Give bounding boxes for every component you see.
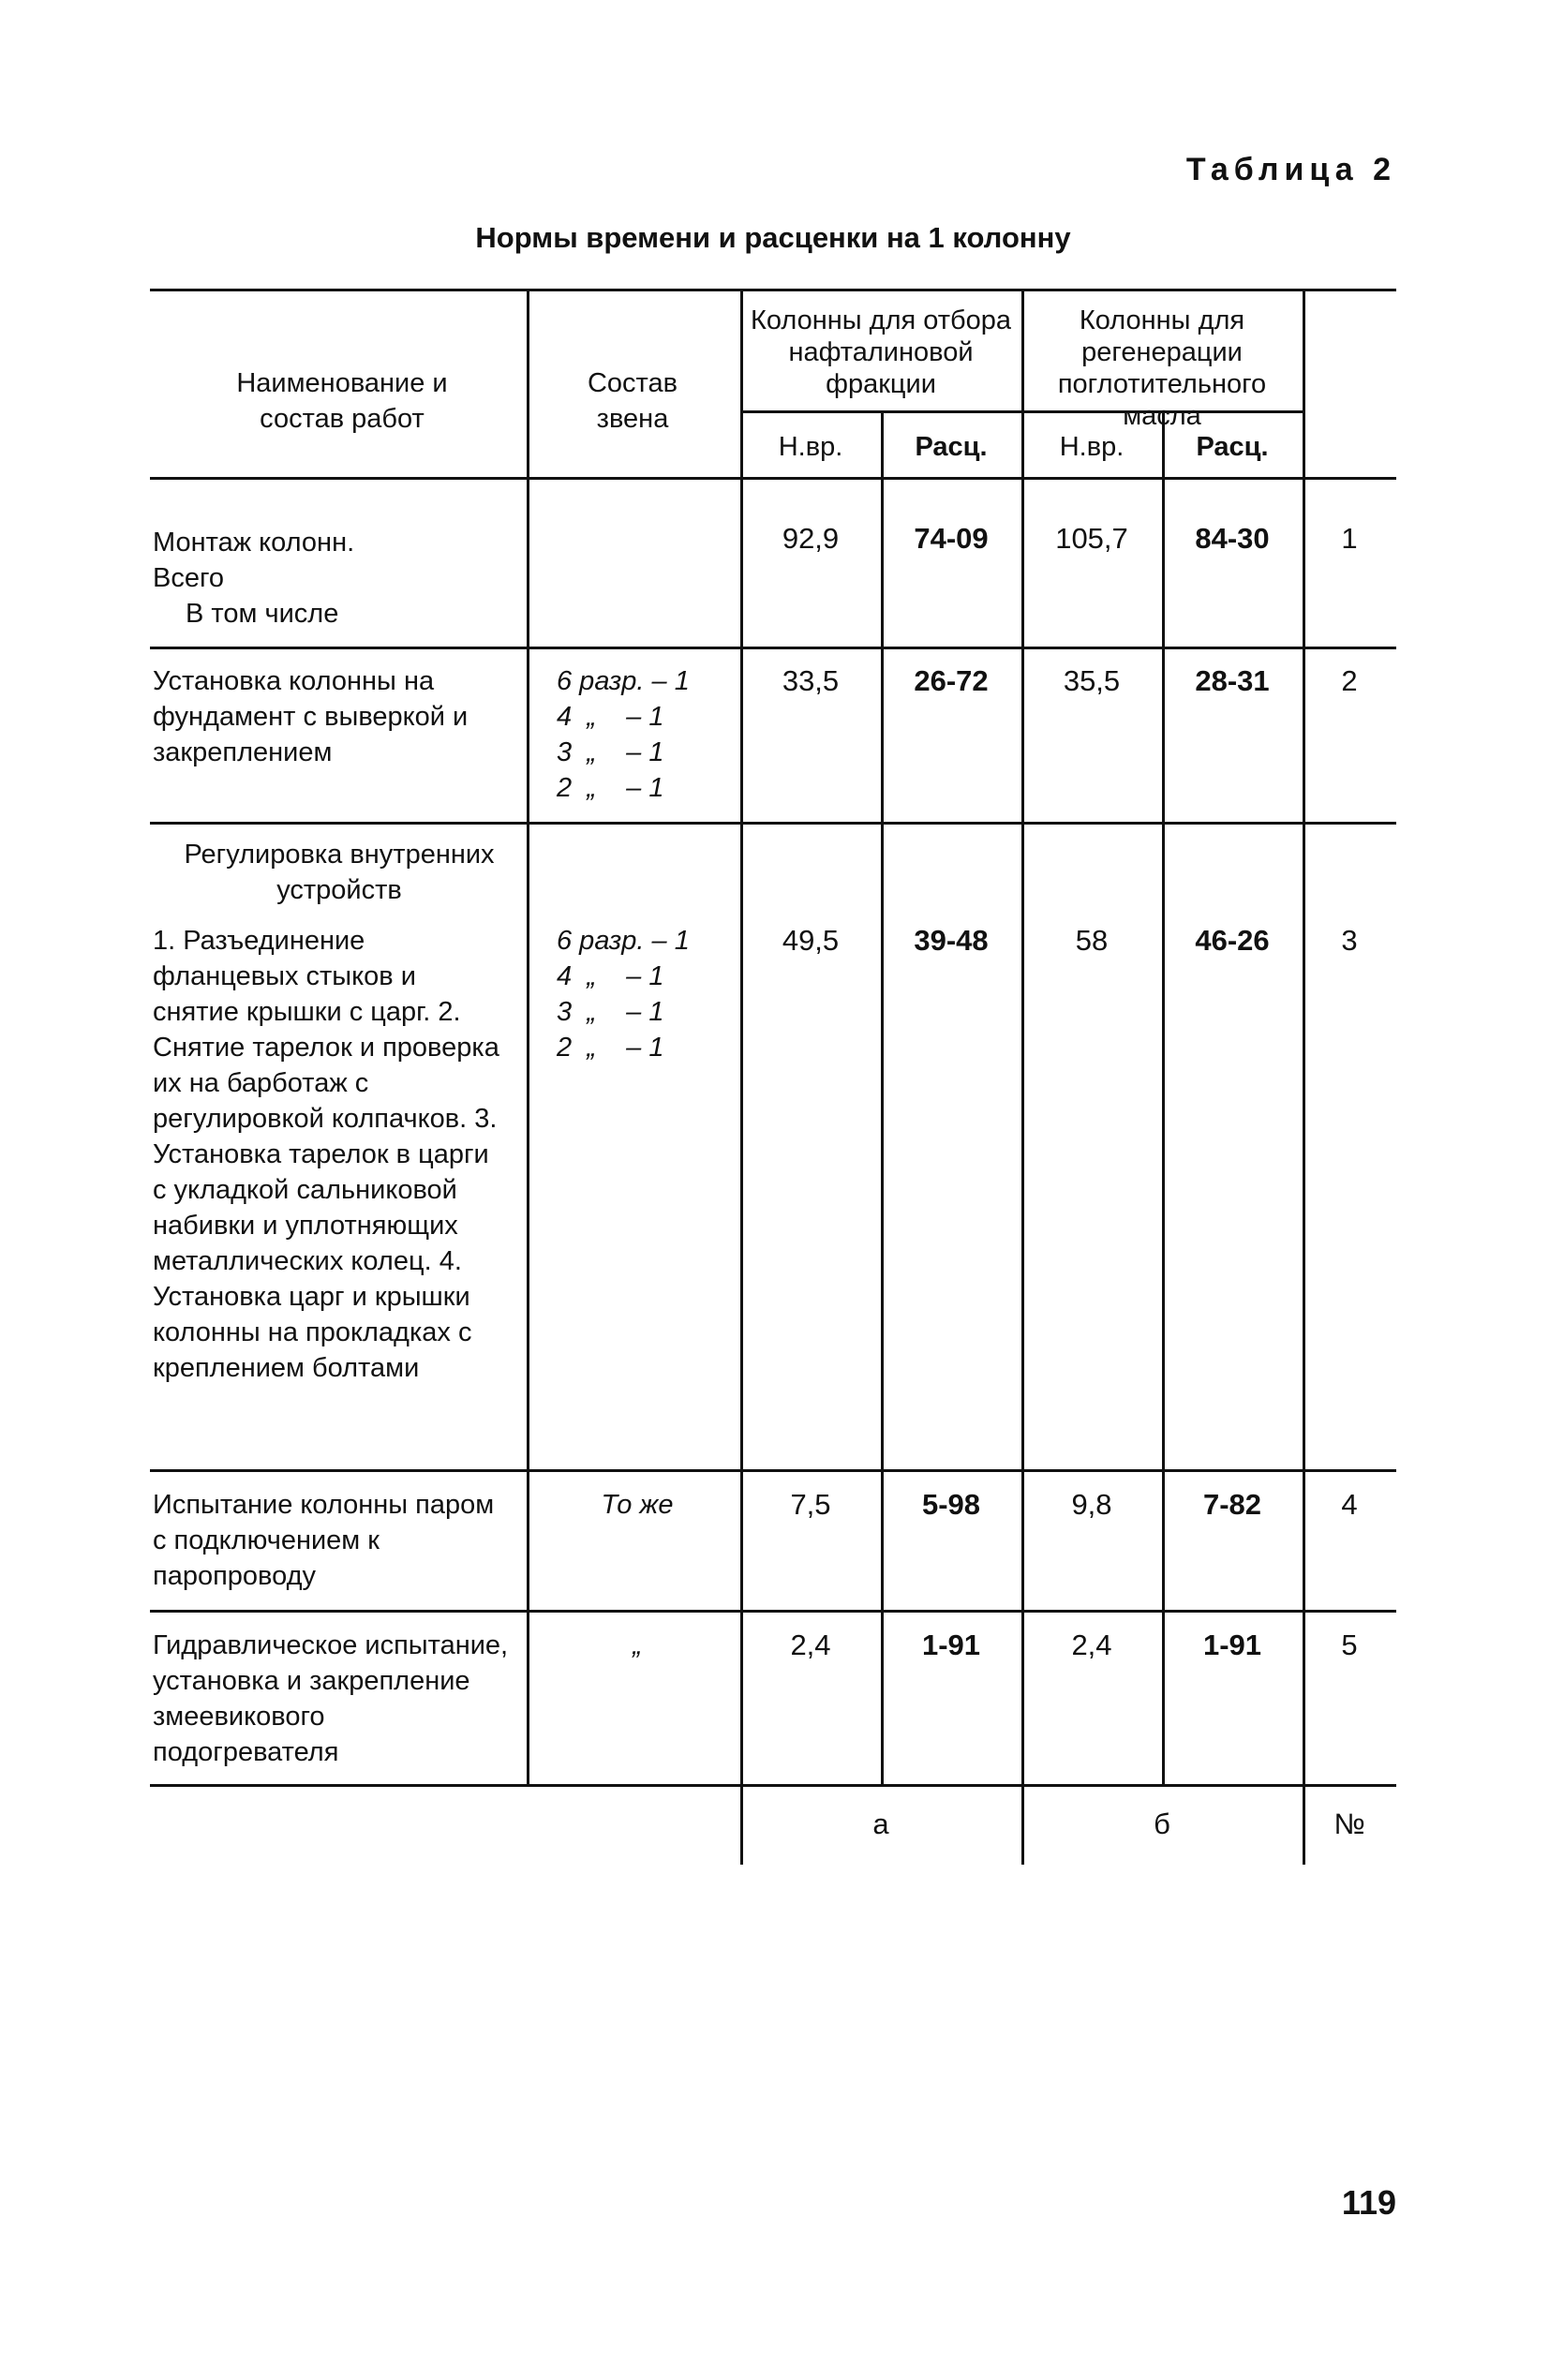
- row-1-nvr-b: 105,7: [1055, 522, 1128, 555]
- row-2-crew-line: 4 „ – 1: [557, 702, 664, 732]
- row-2-rasc-b: 28-31: [1195, 664, 1270, 697]
- row-2-nvr-a: 33,5: [782, 664, 840, 697]
- row-5-crew: „: [633, 1630, 642, 1660]
- footer-a: а: [872, 1807, 889, 1840]
- row-1-rasc-b: 84-30: [1195, 522, 1270, 555]
- row-5-nvr-a: 2,4: [790, 1629, 831, 1661]
- header-rasc-b: Расц.: [1196, 432, 1269, 462]
- row-3-crew-line: 6 разр. – 1: [557, 926, 690, 956]
- row-4-work: Испытание колонны паром с подключением к паропроводу: [153, 1490, 495, 1591]
- row-3-work: 1. Разъединение фланцевых стыков и снятие крышки с царг. 2. Снятие тарелок и проверка их на барботаж с регулировкой колпачков. 3. Установка тарелок в царги с укладкой сальниковой набивки и уплотняющих металлических колец. 4. Установка царг и крышки колонны на прокладках с креплением болтами: [153, 926, 499, 1383]
- row-3-number: 3: [1341, 924, 1358, 957]
- row-1-rasc-a: 74-09: [914, 522, 989, 555]
- page-number: 119: [1341, 2183, 1396, 2222]
- header-rasc-a: Расц.: [915, 432, 988, 462]
- row-2-nvr-b: 35,5: [1063, 664, 1121, 697]
- row-4-nvr-a: 7,5: [790, 1488, 831, 1521]
- table-title: Нормы времени и расценки на 1 колонну: [475, 221, 1071, 254]
- header-nvr-a: Н.вр.: [778, 432, 843, 462]
- header-nvr-b: Н.вр.: [1059, 432, 1125, 462]
- row-5-number: 5: [1341, 1629, 1358, 1661]
- footer-b: б: [1154, 1807, 1170, 1840]
- row-1-work-sub: В том числе: [186, 599, 339, 629]
- row-2-crew-line: 3 „ – 1: [557, 737, 664, 767]
- row-4-rasc-b: 7-82: [1202, 1488, 1262, 1521]
- row-2-crew-line: 6 разр. – 1: [557, 666, 690, 696]
- header-group-a: Колонны для отбора нафталиновой фракции: [750, 305, 1012, 399]
- row-5-nvr-b: 2,4: [1071, 1629, 1112, 1661]
- row-1-nvr-a: 92,9: [782, 522, 840, 555]
- row-2-number: 2: [1341, 664, 1358, 697]
- row-2-crew: [557, 663, 725, 806]
- row-4-rasc-a: 5-98: [921, 1488, 981, 1521]
- row-2-rasc-a: 26-72: [914, 664, 989, 697]
- row-3-rasc-a: 39-48: [914, 924, 989, 957]
- row-1-number: 1: [1341, 522, 1358, 555]
- row-4-number: 4: [1341, 1488, 1358, 1521]
- row-3-nvr-b: 58: [1075, 924, 1109, 957]
- header-work: Наименование и состав работ: [236, 368, 448, 434]
- header-group-b: Колонны для регенерации поглотительного масла: [1057, 305, 1267, 431]
- row-2-crew-line: 2 „ – 1: [557, 773, 664, 803]
- footer-no: №: [1333, 1807, 1365, 1840]
- row-3-nvr-a: 49,5: [782, 924, 840, 957]
- row-5-work: Гидравлическое испытание, установка и закрепление змеевикового подогревателя: [153, 1630, 509, 1767]
- row-1-work: Монтаж колонн. Всего: [153, 528, 355, 593]
- row-3-crew-line: 4 „ – 1: [557, 961, 664, 991]
- row-2-work: Установка колонны на фундамент с выверкой и закреплением: [153, 666, 469, 767]
- row-3-crew-line: 2 „ – 1: [557, 1033, 664, 1063]
- table-label: Таблица 2: [1185, 152, 1396, 187]
- row-3-crew: [557, 923, 725, 1065]
- row-3-crew-line: 3 „ – 1: [557, 997, 664, 1027]
- row-3-work-header: Регулировка внутренних устройств: [184, 840, 495, 905]
- header-crew: Состав звена: [587, 368, 678, 434]
- row-4-nvr-b: 9,8: [1071, 1488, 1112, 1521]
- row-4-crew: То же: [601, 1490, 674, 1520]
- row-5-rasc-a: 1-91: [921, 1629, 981, 1661]
- row-5-rasc-b: 1-91: [1202, 1629, 1262, 1661]
- row-3-rasc-b: 46-26: [1195, 924, 1270, 957]
